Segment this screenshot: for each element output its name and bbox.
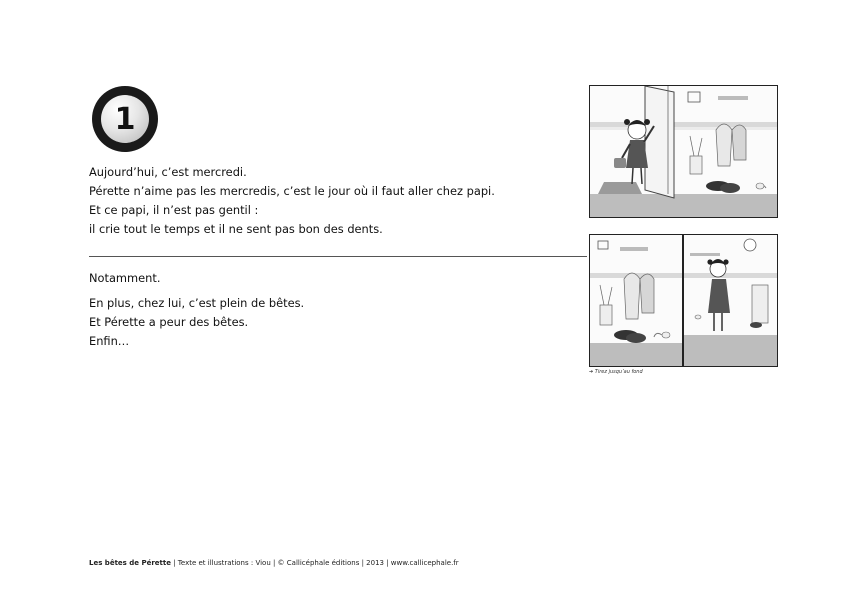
illustration-panel-hallway [589,234,683,367]
story-paragraph-2 [89,269,304,351]
door-scene-illustration [590,86,777,217]
story-line: Et Pérette a peur des bêtes. [89,315,249,329]
credits-text: | Texte et illustrations : Viou | © Callicéphale éditions | 2013 | www.callicephale.fr [170,559,459,567]
girl-scene-illustration [684,235,777,366]
hallway-scene-illustration [590,235,682,366]
section-divider [89,256,587,257]
chapter-number-badge [92,86,158,152]
story-line: Enfin… [89,334,130,348]
book-title: Les bêtes de Pérette [89,559,171,567]
story-paragraph-1 [89,163,495,239]
illustration-panel-girl [683,234,778,367]
story-line: Aujourd’hui, c’est mercredi. [89,165,247,179]
illustration-panel-door [589,85,778,218]
story-line: Et ce papi, il n’est pas gentil : [89,203,259,217]
story-line: En plus, chez lui, c’est plein de bêtes. [89,296,305,310]
chapter-number: 1 [101,95,149,143]
story-line: Notamment. [89,271,161,285]
story-line: il crie tout le temps et il ne sent pas bon des dents. [89,222,383,236]
story-line: Pérette n’aime pas les mercredis, c’est le jour où il faut aller chez papi. [89,184,495,198]
illustration-caption: ➔ Tirez jusqu’au fond [589,369,643,375]
footer-credits [89,559,459,567]
